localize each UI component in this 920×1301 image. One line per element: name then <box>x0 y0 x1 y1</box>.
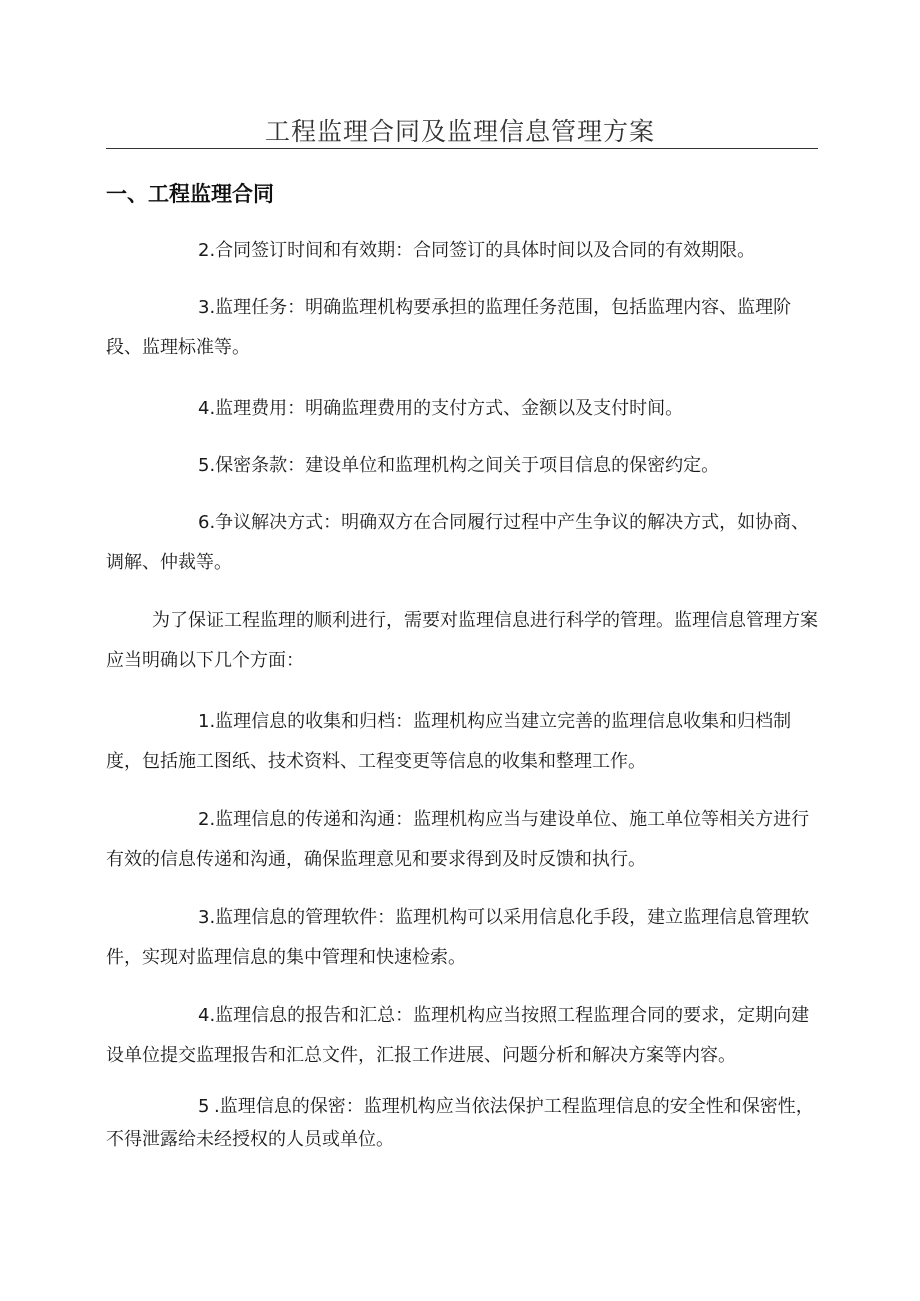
contract-item <box>106 231 818 271</box>
info-item <box>106 898 818 978</box>
item-number: 2 <box>198 809 210 830</box>
item-text: .合同签订时间和有效期：合同签订的具体时间以及合同的有效期限。 <box>209 240 756 261</box>
item-text: .监理信息的保密：监理机构应当依法保护工程监理信息的安全性和保密性，不得泄露给未经授权的人员或单位。 <box>106 1096 814 1150</box>
item-text: .监理任务：明确监理机构要承担的监理任务范围，包括监理内容、监理阶段、监理标准等。 <box>106 297 792 358</box>
item-text: .保密条款：建设单位和监理机构之间关于项目信息的保密约定。 <box>209 455 720 476</box>
contract-item <box>106 446 818 486</box>
item-number: 3 <box>198 297 210 318</box>
section-heading-contract: 一、工程监理合同 <box>106 182 274 206</box>
item-text: .监理信息的传递和沟通：监理机构应当与建设单位、施工单位等相关方进行有效的信息传递和沟通，确保监理意见和要求得到及时反馈和执行。 <box>106 809 810 870</box>
item-number: 5 <box>198 455 210 476</box>
intro-paragraph: 为了保证工程监理的顺利进行，需要对监理信息进行科学的管理。监理信息管理方案应当明确以下几个方面： <box>106 610 818 671</box>
info-item <box>106 996 818 1076</box>
contract-item <box>106 503 818 583</box>
item-text: .监理费用：明确监理费用的支付方式、金额以及支付时间。 <box>209 398 684 419</box>
contract-item <box>106 389 818 429</box>
item-text: .监理信息的管理软件：监理机构可以采用信息化手段，建立监理信息管理软件，实现对监理信息的集中管理和快速检索。 <box>106 907 810 968</box>
item-number: 4 <box>198 398 210 419</box>
item-number: 6 <box>198 512 210 533</box>
info-item <box>106 800 818 880</box>
item-number: 2 <box>198 240 210 261</box>
contract-item <box>106 288 818 368</box>
item-number: 4 <box>198 1005 210 1026</box>
item-number: 5 <box>198 1096 210 1117</box>
item-text: .监理信息的报告和汇总：监理机构应当按照工程监理合同的要求，定期向建设单位提交监理报告和汇总文件，汇报工作进展、问题分析和解决方案等内容。 <box>106 1005 810 1066</box>
info-item <box>106 1090 818 1156</box>
title-divider <box>106 148 818 149</box>
info-item <box>106 702 818 782</box>
item-text: .争议解决方式：明确双方在合同履行过程中产生争议的解决方式，如协商、调解、仲裁等。 <box>106 512 810 573</box>
item-number: 1 <box>198 711 210 732</box>
document-title: 工程监理合同及监理信息管理方案 <box>264 117 655 146</box>
item-text: .监理信息的收集和归档：监理机构应当建立完善的监理信息收集和归档制度，包括施工图纸、技术资料、工程变更等信息的收集和整理工作。 <box>106 711 792 772</box>
item-number: 3 <box>198 907 210 928</box>
